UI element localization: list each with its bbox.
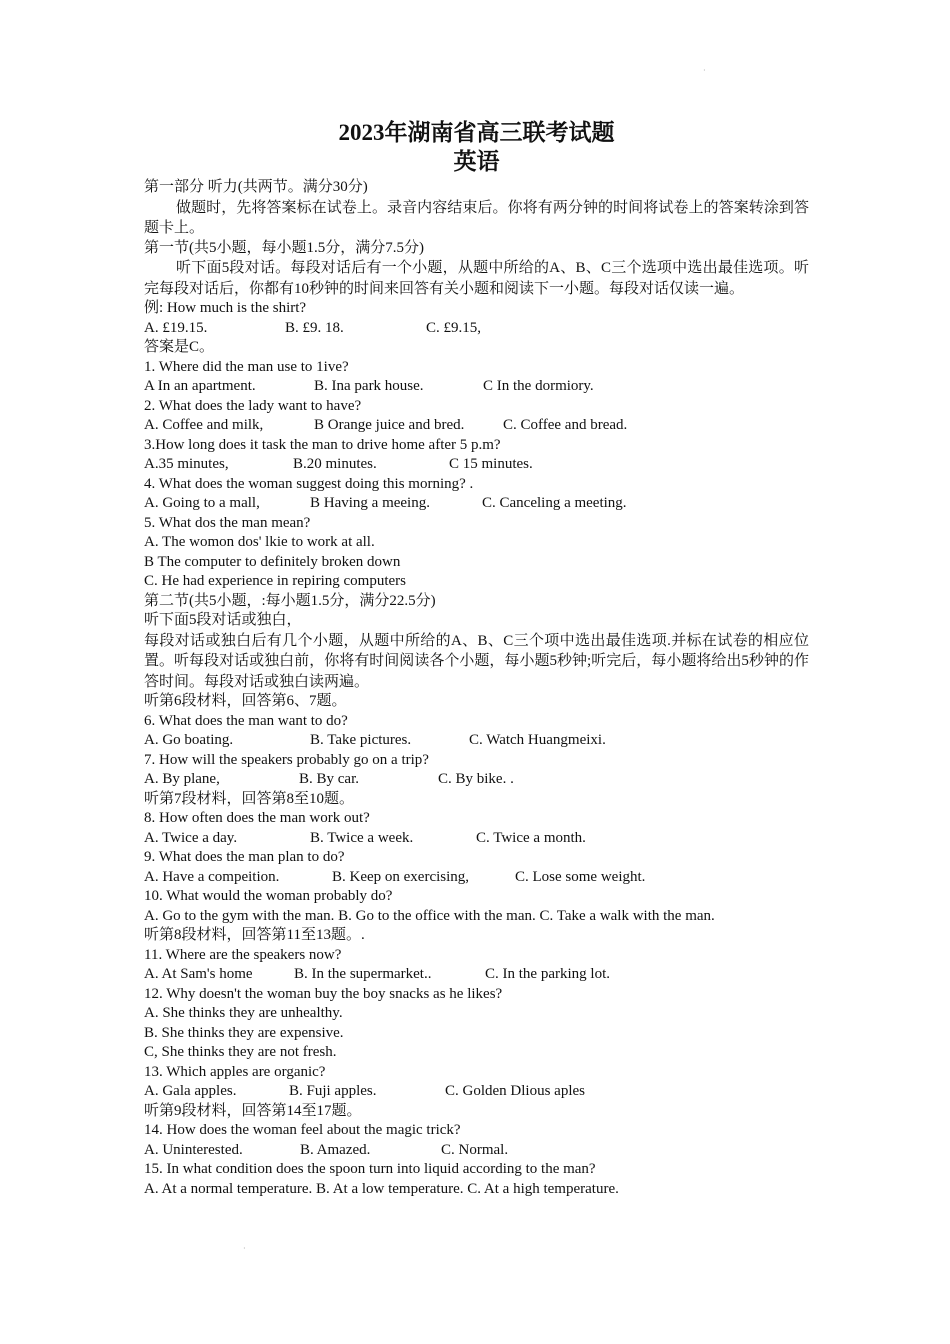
option-c: C. Normal. (441, 1141, 509, 1158)
question-5: 5. What dos the man mean? (144, 514, 311, 531)
question-9: 9. What does the man plan to do? (144, 849, 345, 865)
section2-instructions: 每段对话或独白后有几个小题，从题中所给的A、B、C三个项中选出最佳选项.并标在试卷的相应位置。听每段对话或独白前，你将有时间阅读各个小题，每小题5秒钟;听完后，每小题将给出5秒钟的作答时间。每段对话或独白读两遍。 (144, 632, 809, 690)
option-b: B The computer to definitely broken down (144, 553, 401, 570)
options-11 (144, 965, 809, 985)
question-13: 13. Which apples are organic? (144, 1063, 326, 1080)
option-a: A. Twice a day. (144, 829, 238, 846)
option-a: A.35 minutes, (144, 456, 229, 472)
material-8-label: 听第8段材料，回答第11至13题。. (144, 927, 365, 943)
part1-instructions: 做题时，先将答案标在试卷上。录音内容结束后。你将有两分钟的时间将试卷上的答案转涂到答题卡上。 (144, 199, 809, 236)
option-b: B Having a meeing. (310, 495, 430, 511)
section1-instructions: 听下面5段对话。每段对话后有一个小题，从题中所给的A、B、C三个选项中选出最佳选项。听完每段对话后，你都有10秒钟的时间来回答有关小题和阅读下一小题。每段对话仅读一遍。 (144, 260, 809, 297)
option-a: A. Have a compeition. (144, 868, 280, 885)
section2-heading: 第二节(共5小题，:每小题1.5分，满分22.5分) (144, 592, 436, 609)
option-a: A. Coffee and milk, (144, 417, 264, 433)
question-14: 14. How does the woman feel about the magic trick? (144, 1122, 461, 1138)
options-2 (144, 416, 809, 436)
options-10: A. Go to the gym with the man. B. Go to the office with the man. C. Take a walk with the man. (144, 907, 715, 924)
option-c: C In the dormiory. (483, 378, 594, 394)
option-c: C. Watch Huangmeixi. (469, 732, 606, 748)
option-c: C. Twice a month. (476, 829, 586, 846)
question-1: 1. Where did the man use to 1ive? (144, 358, 349, 375)
material-7-label: 听第7段材料，回答第8至10题。 (144, 790, 355, 807)
options-1 (144, 377, 809, 397)
option-b: B. Take pictures. (310, 732, 412, 748)
options-15: A. At a normal temperature. B. At a low temperature. C. At a high temperature. (144, 1180, 619, 1197)
example-question: 例: How much is the shirt? (144, 300, 307, 316)
material-6-label: 听第6段材料，回答第6、7题。 (144, 693, 347, 709)
question-3: 3.How long does it task the man to drive home after 5 p.m? (144, 436, 501, 453)
option-c: C, She thinks they are not fresh. (144, 1044, 337, 1060)
option-b: B. By car. (299, 771, 359, 787)
scan-speck: · (243, 1244, 246, 1253)
option-a: A. Uninterested. (144, 1141, 243, 1158)
option-c: C. Coffee and bread. (503, 417, 628, 433)
options-6 (144, 731, 809, 751)
options-4 (144, 494, 809, 514)
option-a: A. At Sam's home (144, 966, 253, 982)
option-c: C. Golden Dlious aples (445, 1083, 585, 1099)
question-2: 2. What does the lady want to have? (144, 397, 362, 414)
example-answer: 答案是C。 (144, 339, 215, 355)
question-8: 8. How often does the man work out? (144, 810, 370, 826)
section1-heading: 第一节(共5小题，每小题1.5分，满分7.5分) (144, 239, 424, 256)
part1-heading: 第一部分 听力(共两节。满分30分) (144, 179, 368, 195)
option-c: C. Lose some weight. (515, 868, 646, 885)
question-15: 15. In what condition does the spoon turn into liquid according to the man? (144, 1161, 596, 1177)
option-a: A. The womon dos' lkie to work at all. (144, 534, 375, 550)
options-3 (144, 455, 809, 475)
option-a: A. By plane, (144, 771, 220, 787)
subject-title: 英语 (453, 149, 500, 174)
option-b: B. Fuji apples. (289, 1083, 377, 1099)
option-b: B Orange juice and bred. (314, 417, 465, 433)
material-9-label: 听第9段材料，回答第14至17题。 (144, 1102, 362, 1119)
option-a: A. Gala apples. (144, 1083, 237, 1099)
page-title: 2023年湖南省高三联考试题 (338, 120, 615, 145)
option-c: C 15 minutes. (449, 456, 533, 472)
options-7 (144, 770, 809, 790)
option-c: C. He had experience in repiring computers (144, 573, 406, 589)
options-8 (144, 829, 809, 849)
option-a: A. £19.15. (144, 319, 208, 336)
exam-page (144, 118, 809, 1199)
option-a: A. She thinks they are unhealthy. (144, 1005, 343, 1021)
option-b: B. Keep on exercising, (332, 868, 470, 885)
option-b: B. She thinks they are expensive. (144, 1024, 344, 1041)
option-c: C. Canceling a meeting. (482, 495, 627, 511)
option-b: B. Ina park house. (314, 378, 424, 394)
options-14 (144, 1141, 809, 1161)
options-9 (144, 868, 809, 888)
option-a: A. Going to a mall, (144, 495, 260, 511)
option-b: B. Amazed. (300, 1141, 371, 1158)
option-b: B. £9. 18. (285, 319, 344, 336)
example-options (144, 319, 809, 339)
question-11: 11. Where are the speakers now? (144, 946, 342, 963)
scan-speck: · (703, 66, 706, 75)
option-b: B.20 minutes. (293, 456, 377, 472)
option-a: A In an apartment. (144, 378, 256, 394)
question-12: 12. Why doesn't the woman buy the boy snacks as he likes? (144, 985, 503, 1002)
section2-intro: 听下面5段对话或独白， (144, 612, 302, 628)
option-c: C. By bike. . (438, 771, 514, 787)
question-6: 6. What does the man want to do? (144, 712, 348, 729)
question-4: 4. What does the woman suggest doing this morning? . (144, 475, 474, 492)
option-a: A. Go boating. (144, 732, 234, 748)
option-c: C. £9.15, (426, 319, 482, 336)
options-13 (144, 1082, 809, 1102)
option-c: C. In the parking lot. (485, 966, 610, 982)
question-7: 7. How will the speakers probably go on a trip? (144, 751, 429, 768)
option-b: B. Twice a week. (310, 829, 414, 846)
option-b: B. In the supermarket.. (294, 966, 432, 982)
question-10: 10. What would the woman probably do? (144, 888, 393, 904)
